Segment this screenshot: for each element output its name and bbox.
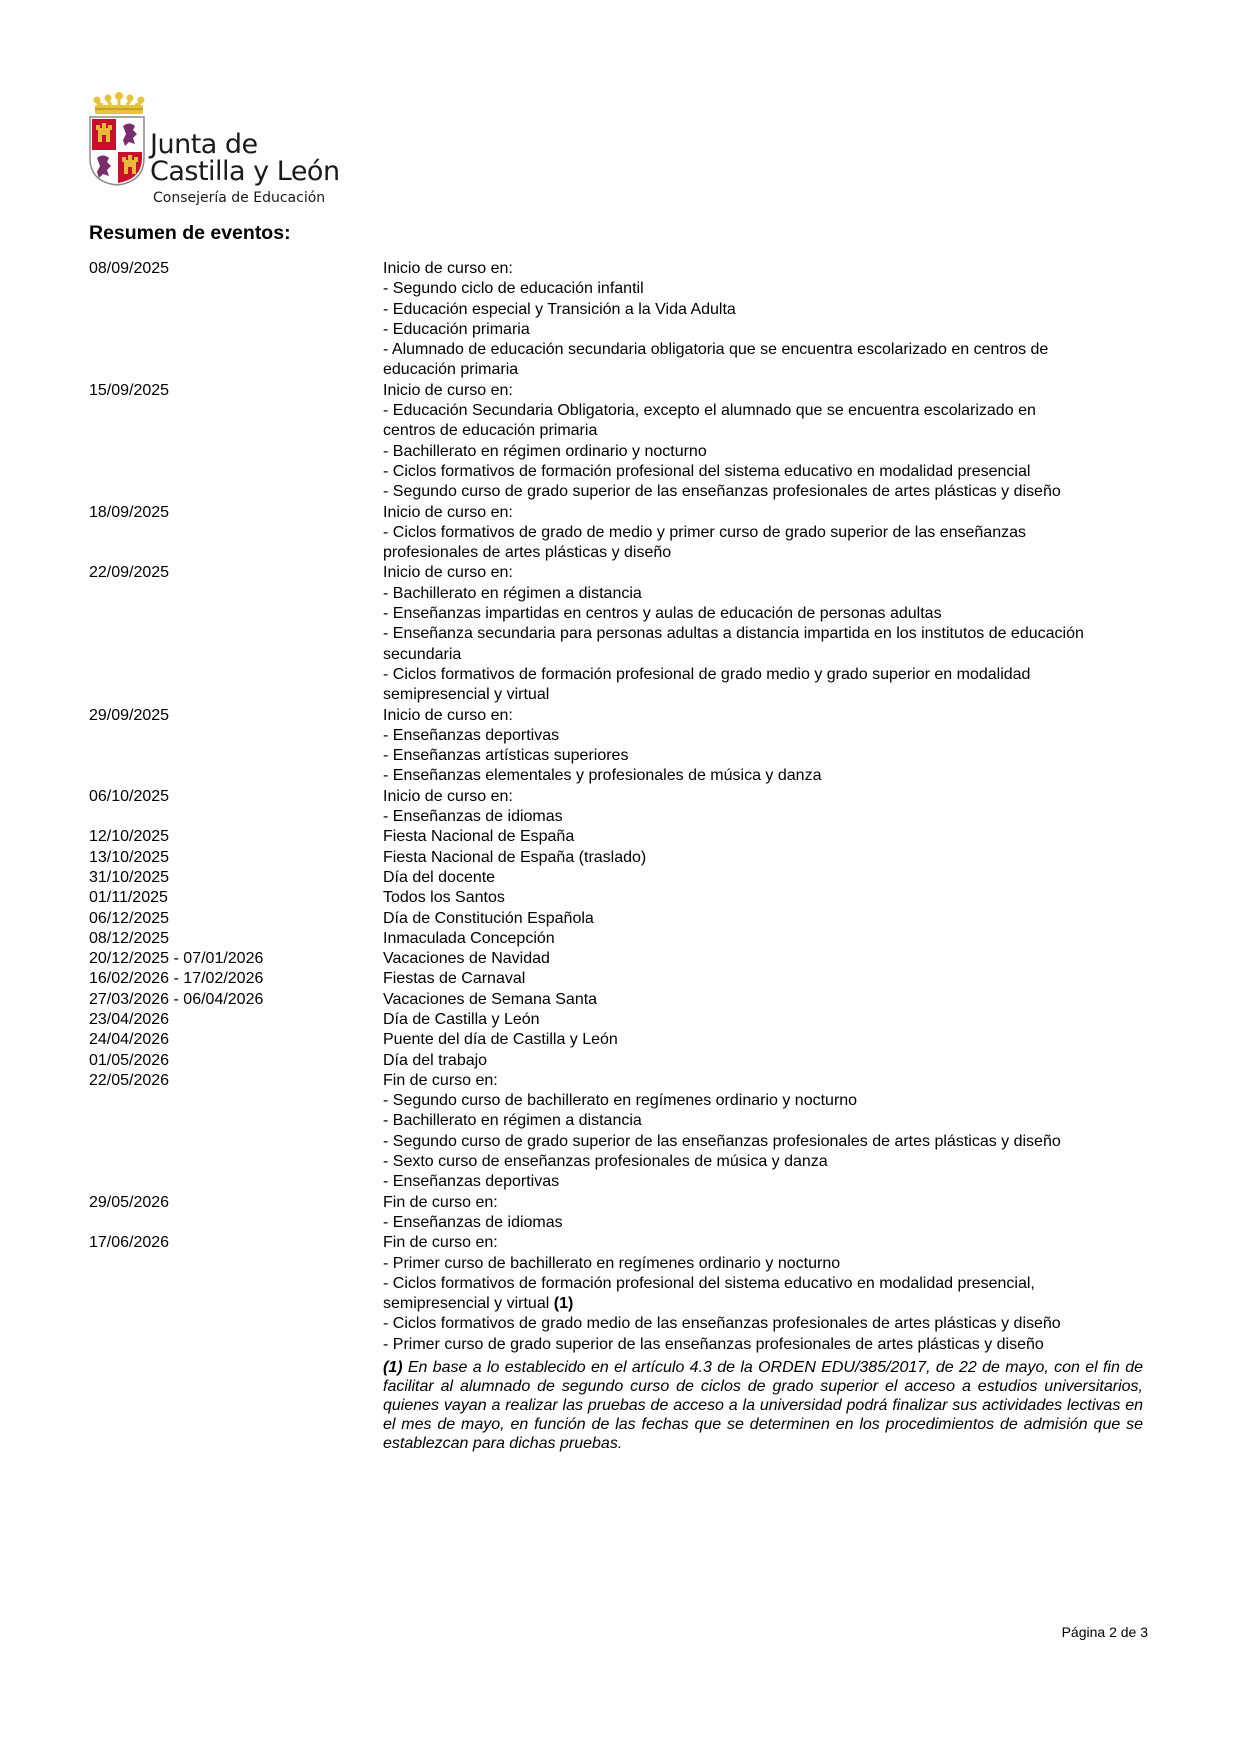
event-date: 29/05/2026 bbox=[89, 1193, 170, 1211]
event-description bbox=[383, 706, 1143, 787]
event-line: - Ciclos formativos de formación profesional de grado medio y grado superior en modalidad bbox=[383, 665, 1031, 683]
event-row bbox=[89, 1071, 1149, 1193]
event-description bbox=[383, 949, 1143, 969]
event-row bbox=[89, 848, 1149, 868]
event-date: 31/10/2025 bbox=[89, 868, 170, 886]
event-row bbox=[89, 1030, 1149, 1050]
event-line: - Bachillerato en régimen a distancia bbox=[383, 1112, 642, 1130]
event-line: Inicio de curso en: bbox=[383, 706, 513, 724]
event-row bbox=[89, 827, 1149, 847]
event-line: - Primer curso de bachillerato en regímenes ordinario y nocturno bbox=[383, 1254, 841, 1272]
event-line: Puente del día de Castilla y León bbox=[383, 1031, 618, 1049]
event-date: 06/12/2025 bbox=[89, 909, 170, 927]
event-description bbox=[383, 563, 1143, 705]
event-date: 08/09/2025 bbox=[89, 260, 170, 277]
event-row bbox=[89, 949, 1149, 969]
footnote-text: En base a lo establecido en el artículo 4.3 de la ORDEN EDU/385/2017, de 22 de mayo, con el fin de facilitar al alumnado de segundo curso de ciclos de grado superior el acceso a estudios universitarios, quienes vayan a realizar las pruebas de acceso a la universidad podrá finalizar sus actividades lectivas en el mes de mayo, en función de las fechas que se determinen en los procedimientos de admisión que se establezcan para dichas pruebas. bbox=[383, 1359, 1143, 1452]
event-date: 13/10/2025 bbox=[89, 848, 170, 866]
event-line: Día de Castilla y León bbox=[383, 1010, 540, 1028]
organization-name: Junta de Castilla y León bbox=[150, 129, 340, 187]
event-row bbox=[89, 1233, 1149, 1355]
event-line: - Educación primaria bbox=[383, 320, 530, 338]
event-row bbox=[89, 1193, 1149, 1234]
event-line: Todos los Santos bbox=[383, 889, 505, 907]
event-line: - Enseñanzas de idiomas bbox=[383, 1213, 563, 1231]
event-line: Día del trabajo bbox=[383, 1051, 488, 1069]
event-date: 20/12/2025 - 07/01/2026 bbox=[89, 950, 264, 968]
event-description bbox=[383, 827, 1143, 847]
event-row bbox=[89, 888, 1149, 908]
event-description bbox=[383, 259, 1143, 381]
event-description bbox=[383, 787, 1143, 828]
event-row bbox=[89, 381, 1149, 503]
event-description bbox=[383, 909, 1143, 929]
footnote-reference: (1) bbox=[553, 1295, 574, 1313]
event-line: - Educación Secundaria Obligatoria, excepto el alumnado que se encuentra escolarizado en bbox=[383, 402, 1036, 420]
event-line: - Sexto curso de enseñanzas profesionales de música y danza bbox=[383, 1153, 828, 1171]
page-title: Resumen de eventos: bbox=[89, 222, 291, 244]
event-date: 12/10/2025 bbox=[89, 828, 170, 846]
event-description bbox=[383, 848, 1143, 868]
event-date: 15/09/2025 bbox=[89, 381, 170, 399]
event-line: - Enseñanzas de idiomas bbox=[383, 808, 563, 826]
event-description bbox=[383, 1010, 1143, 1030]
event-line: semipresencial y virtual (1) bbox=[383, 1295, 574, 1313]
event-description bbox=[383, 969, 1143, 989]
event-row bbox=[89, 259, 1149, 381]
event-line: Fin de curso en: bbox=[383, 1071, 498, 1089]
event-line: Día de Constitución Española bbox=[383, 909, 594, 927]
event-line: - Enseñanzas deportivas bbox=[383, 1173, 560, 1191]
event-date: 27/03/2026 - 06/04/2026 bbox=[89, 990, 264, 1008]
page-number: Página 2 de 3 bbox=[1061, 1624, 1148, 1640]
event-row bbox=[89, 929, 1149, 949]
event-line: centros de educación primaria bbox=[383, 422, 598, 440]
event-description bbox=[383, 503, 1143, 564]
event-date: 22/05/2026 bbox=[89, 1071, 170, 1089]
event-line: Vacaciones de Navidad bbox=[383, 950, 550, 968]
event-date: 23/04/2026 bbox=[89, 1010, 170, 1028]
event-row bbox=[89, 909, 1149, 929]
event-row bbox=[89, 503, 1149, 564]
event-date: 06/10/2025 bbox=[89, 787, 170, 805]
event-line: Día del docente bbox=[383, 868, 496, 886]
event-line: - Segundo curso de grado superior de las enseñanzas profesionales de artes plásticas y diseño bbox=[383, 1132, 1061, 1150]
event-row bbox=[89, 787, 1149, 828]
event-line: - Bachillerato en régimen a distancia bbox=[383, 584, 642, 602]
event-line: semipresencial y virtual bbox=[383, 686, 550, 704]
crown-icon bbox=[91, 92, 147, 116]
event-line: Fin de curso en: bbox=[383, 1193, 498, 1211]
event-line: - Enseñanzas impartidas en centros y aulas de educación de personas adultas bbox=[383, 605, 942, 623]
event-description bbox=[383, 929, 1143, 949]
event-line: - Ciclos formativos de formación profesional del sistema educativo en modalidad presencial bbox=[383, 462, 1031, 480]
event-line: - Enseñanzas artísticas superiores bbox=[383, 747, 629, 765]
event-line: Inicio de curso en: bbox=[383, 503, 513, 521]
event-line: - Primer curso de grado superior de las enseñanzas profesionales de artes plásticas y diseño bbox=[383, 1335, 1044, 1353]
department-name: Consejería de Educación bbox=[153, 190, 326, 206]
event-line: Fin de curso en: bbox=[383, 1234, 498, 1252]
event-line: Fiesta Nacional de España (traslado) bbox=[383, 848, 647, 866]
event-line: Fiesta Nacional de España bbox=[383, 828, 575, 846]
event-line: Inicio de curso en: bbox=[383, 787, 513, 805]
coat-of-arms-icon bbox=[89, 116, 145, 186]
event-line: Inicio de curso en: bbox=[383, 260, 513, 277]
event-description bbox=[383, 1051, 1143, 1071]
event-line: Inicio de curso en: bbox=[383, 381, 513, 399]
event-description bbox=[383, 1233, 1143, 1355]
event-date: 01/05/2026 bbox=[89, 1051, 170, 1069]
event-line: Fiestas de Carnaval bbox=[383, 970, 526, 988]
event-line: Inmaculada Concepción bbox=[383, 929, 555, 947]
event-row bbox=[89, 990, 1149, 1010]
event-line: secundaria bbox=[383, 645, 462, 663]
event-description bbox=[383, 381, 1143, 503]
event-row bbox=[89, 969, 1149, 989]
event-description bbox=[383, 990, 1143, 1010]
event-date: 08/12/2025 bbox=[89, 929, 170, 947]
junta-logo bbox=[89, 92, 359, 210]
event-line: - Enseñanzas elementales y profesionales de música y danza bbox=[383, 767, 822, 785]
event-row bbox=[89, 1051, 1149, 1071]
event-line: - Segundo curso de bachillerato en regímenes ordinario y nocturno bbox=[383, 1092, 858, 1110]
event-description bbox=[383, 888, 1143, 908]
event-line: - Alumnado de educación secundaria obligatoria que se encuentra escolarizado en centros de bbox=[383, 341, 1049, 359]
event-row bbox=[89, 563, 1149, 705]
event-date: 18/09/2025 bbox=[89, 503, 170, 521]
event-description bbox=[383, 868, 1143, 888]
event-line: educación primaria bbox=[383, 361, 519, 379]
footnote-marker: (1) bbox=[383, 1359, 403, 1376]
event-date: 16/02/2026 - 17/02/2026 bbox=[89, 970, 264, 988]
event-line: - Enseñanzas deportivas bbox=[383, 726, 560, 744]
event-description bbox=[383, 1071, 1143, 1193]
event-line: - Segundo ciclo de educación infantil bbox=[383, 280, 644, 298]
event-date: 22/09/2025 bbox=[89, 564, 170, 582]
event-line: Inicio de curso en: bbox=[383, 564, 513, 582]
event-description bbox=[383, 1030, 1143, 1050]
event-line: - Ciclos formativos de formación profesional del sistema educativo en modalidad presencial, bbox=[383, 1274, 1035, 1292]
event-line: - Enseñanza secundaria para personas adultas a distancia impartida en los institutos de educación bbox=[383, 625, 1084, 643]
event-line: Vacaciones de Semana Santa bbox=[383, 990, 598, 1008]
event-date: 01/11/2025 bbox=[89, 889, 168, 907]
event-line: profesionales de artes plásticas y diseño bbox=[383, 544, 672, 562]
event-date: 29/09/2025 bbox=[89, 706, 170, 724]
footnote bbox=[383, 1358, 1143, 1453]
events-list bbox=[89, 259, 1149, 1355]
event-line: - Educación especial y Transición a la Vida Adulta bbox=[383, 300, 736, 318]
event-line: - Segundo curso de grado superior de las enseñanzas profesionales de artes plásticas y diseño bbox=[383, 483, 1061, 501]
event-line: - Ciclos formativos de grado medio de las enseñanzas profesionales de artes plásticas y diseño bbox=[383, 1315, 1061, 1333]
event-row bbox=[89, 1010, 1149, 1030]
event-line: - Ciclos formativos de grado de medio y primer curso de grado superior de las enseñanzas bbox=[383, 523, 1026, 541]
event-date: 17/06/2026 bbox=[89, 1234, 170, 1252]
event-row bbox=[89, 706, 1149, 787]
event-line: - Bachillerato en régimen ordinario y nocturno bbox=[383, 442, 707, 460]
event-description bbox=[383, 1193, 1143, 1234]
event-date: 24/04/2026 bbox=[89, 1031, 170, 1049]
event-row bbox=[89, 868, 1149, 888]
